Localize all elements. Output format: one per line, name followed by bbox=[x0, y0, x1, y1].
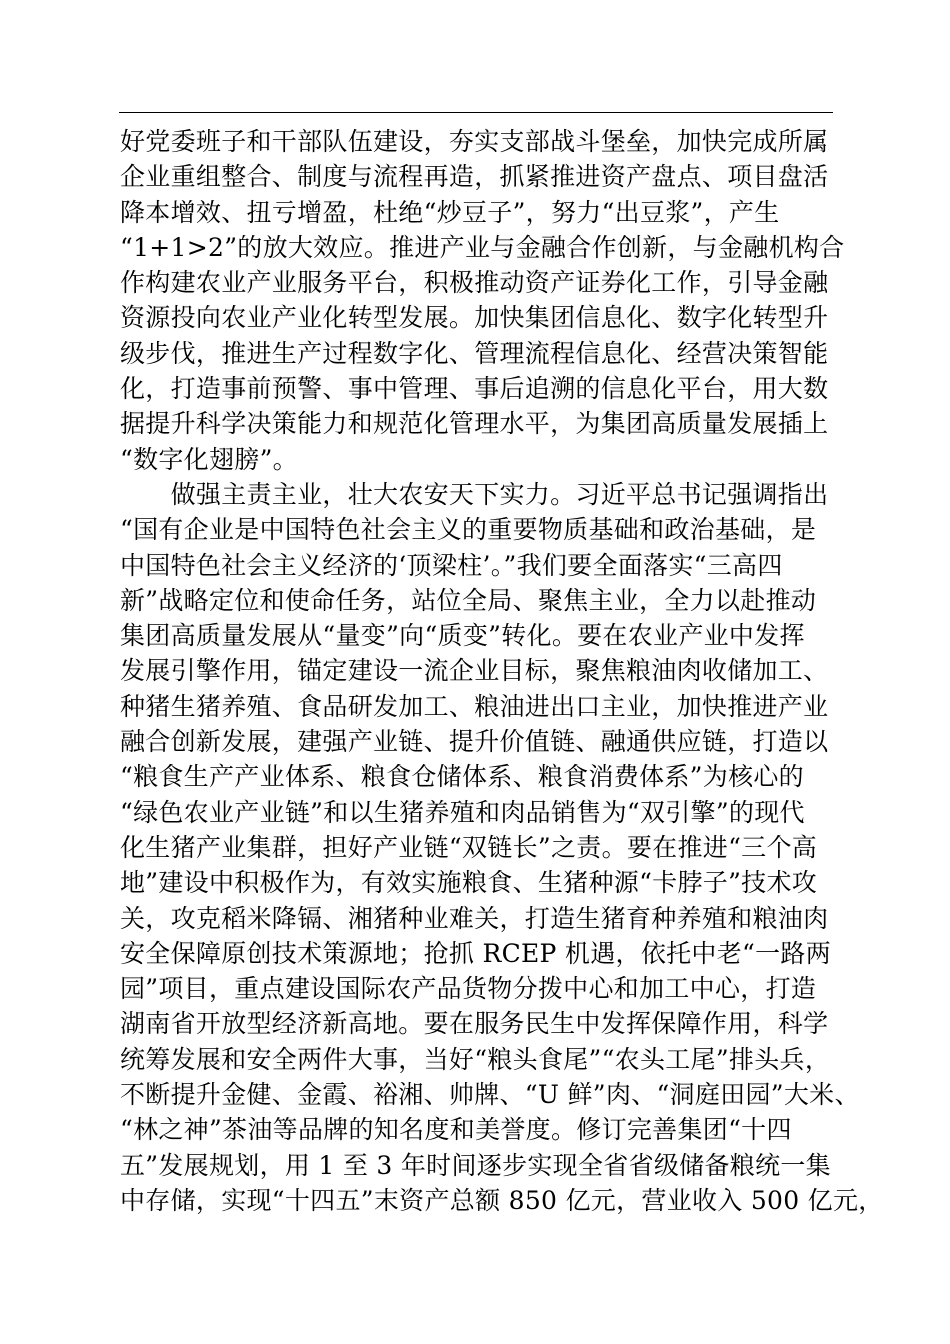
text-line: 新”战略定位和使命任务，站位全局、聚焦主业，全力以赴推动 bbox=[120, 585, 817, 615]
text-line: 安全保障原创技术策源地；抢抓 RCEP 机遇，依托中老“一路两 bbox=[120, 938, 831, 968]
text-line: 关，攻克稻米降镉、湘猪种业难关，打造生猪育种养殖和粮油肉 bbox=[120, 903, 829, 933]
text-line: 企业重组整合、制度与流程再造，抓紧推进资产盘点、项目盘活 bbox=[120, 162, 829, 192]
text-line: 作构建农业产业服务平台，积极推动资产证券化工作，引导金融 bbox=[120, 268, 829, 298]
text-line: 地”建设中积极作为，有效实施粮食、生猪种源“卡脖子”技术攻 bbox=[120, 868, 818, 898]
text-line: 不断提升金健、金霞、裕湘、帅牌、“U 鲜”肉、“洞庭田园”大米、 bbox=[120, 1080, 860, 1110]
text-line: “国有企业是中国特色社会主义的重要物质基础和政治基础，是 bbox=[120, 515, 817, 545]
text-line: 园”项目，重点建设国际农产品货物分拨中心和加工中心，打造 bbox=[120, 974, 817, 1004]
text-line: 化生猪产业集群，担好产业链“双链长”之责。要在推进“三个高 bbox=[120, 832, 818, 862]
text-line: 降本增效、扭亏增盈，杜绝“炒豆子”，努力“出豆浆”，产生 bbox=[120, 197, 780, 227]
text-line: 好党委班子和干部队伍建设，夯实支部战斗堡垒，加快完成所属 bbox=[120, 127, 829, 156]
text-line: 五”发展规划，用 1 至 3 年时间逐步实现全省省级储备粮统一集 bbox=[120, 1150, 831, 1180]
text-line: “绿色农业产业链”和以生猪养殖和肉品销售为“双引擎”的现代 bbox=[120, 797, 805, 827]
text-line: “粮食生产产业体系、粮食仓储体系、粮食消费体系”为核心的 bbox=[120, 762, 804, 792]
text-line: “数字化翅膀”。 bbox=[120, 444, 298, 474]
text-line: 融合创新发展，建强产业链、提升价值链、融通供应链，打造以 bbox=[120, 727, 829, 757]
text-line: 中国特色社会主义经济的‘顶梁柱’。”我们要全面落实“三高四 bbox=[120, 550, 783, 580]
text-line: 湖南省开放型经济新高地。要在服务民生中发挥保障作用，科学 bbox=[120, 1009, 829, 1039]
text-line: 统筹发展和安全两件大事，当好“粮头食尾”“农头工尾”排头兵， bbox=[120, 1044, 831, 1074]
paragraph-start-line: 做强主责主业，壮大农安天下实力。习近平总书记强调指出 bbox=[120, 479, 829, 509]
text-line: 据提升科学决策能力和规范化管理水平，为集团高质量发展插上 bbox=[120, 409, 829, 439]
document-body bbox=[120, 124, 884, 1218]
text-line: 发展引擎作用，锚定建设一流企业目标，聚焦粮油肉收储加工、 bbox=[120, 656, 829, 686]
text-line: 级步伐，推进生产过程数字化、管理流程信息化、经营决策智能 bbox=[120, 338, 829, 368]
header-rule bbox=[119, 112, 833, 113]
text-line: 集团高质量发展从“量变”向“质变”转化。要在农业产业中发挥 bbox=[120, 621, 805, 651]
text-line: 资源投向农业产业化转型发展。加快集团信息化、数字化转型升 bbox=[120, 303, 829, 333]
text-line: 化，打造事前预警、事中管理、事后追溯的信息化平台，用大数 bbox=[120, 374, 829, 404]
text-line: 种猪生猪养殖、食品研发加工、粮油进出口主业，加快推进产业 bbox=[120, 691, 829, 721]
text-line: 中存储，实现“十四五”末资产总额 850 亿元，营业收入 500 亿元， bbox=[120, 1185, 884, 1215]
text-line: “林之神”茶油等品牌的知名度和美誉度。修订完善集团“十四 bbox=[120, 1115, 792, 1145]
text-line: “1+1>2”的放大效应。推进产业与金融合作创新，与金融机构合 bbox=[120, 232, 845, 262]
